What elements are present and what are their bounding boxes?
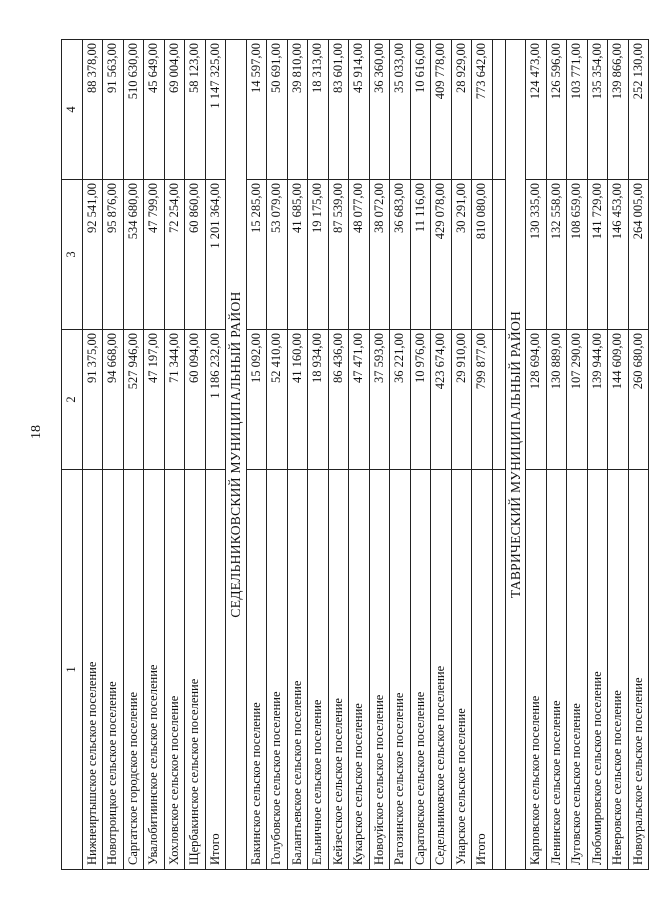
cell-settlement: Саргатское городское поселение <box>123 470 144 870</box>
cell-settlement: Любомировское сельское поселение <box>587 470 608 870</box>
section-row <box>505 40 526 870</box>
spacer-row <box>492 40 505 870</box>
cell-col-3: 19 175,00 <box>308 180 329 330</box>
cell-col-4: 124 473,00 <box>526 40 547 180</box>
page-number: 18 <box>29 425 44 439</box>
cell-total-label: Итого <box>472 470 493 870</box>
cell-col-4: 252 130,00 <box>628 40 649 180</box>
cell-total-label: Итого <box>205 470 226 870</box>
cell-col-3: 60 860,00 <box>185 180 206 330</box>
cell-col-2: 18 934,00 <box>308 330 329 470</box>
cell-col-2: 36 221,00 <box>390 330 411 470</box>
cell-col-4: 58 123,00 <box>185 40 206 180</box>
cell-col-4: 36 360,00 <box>369 40 390 180</box>
cell-settlement: Щербакинское сельское поселение <box>185 470 206 870</box>
cell-settlement: Нижнеиртышское сельское поселение <box>82 470 103 870</box>
cell-col-4: 83 601,00 <box>328 40 349 180</box>
cell-col-3: 11 116,00 <box>410 180 431 330</box>
cell-col-3: 429 078,00 <box>431 180 452 330</box>
table-row <box>103 40 124 870</box>
cell-col-2: 91 375,00 <box>82 330 103 470</box>
table-row <box>287 40 308 870</box>
cell-col-2: 527 946,00 <box>123 330 144 470</box>
cell-col-2: 86 436,00 <box>328 330 349 470</box>
table-row <box>587 40 608 870</box>
cell-settlement: Новоуйское сельское поселение <box>369 470 390 870</box>
cell-col-3: 264 005,00 <box>628 180 649 330</box>
table-row <box>628 40 649 870</box>
cell-col-4: 45 649,00 <box>144 40 165 180</box>
table-row <box>349 40 370 870</box>
cell-col-3: 38 072,00 <box>369 180 390 330</box>
cell-col-2: 260 680,00 <box>628 330 649 470</box>
table-row <box>267 40 288 870</box>
cell-col-3: 92 541,00 <box>82 180 103 330</box>
cell-settlement: Кейзесское сельское поселение <box>328 470 349 870</box>
total-row <box>472 40 493 870</box>
cell-col-4: 45 914,00 <box>349 40 370 180</box>
table-row <box>164 40 185 870</box>
cell-col-2: 37 593,00 <box>369 330 390 470</box>
table-row <box>246 40 267 870</box>
cell-settlement: Луговское сельское поселение <box>567 470 588 870</box>
cell-col-4: 14 597,00 <box>246 40 267 180</box>
cell-col-2: 94 668,00 <box>103 330 124 470</box>
cell-settlement: Новоуральское сельское поселение <box>628 470 649 870</box>
cell-settlement: Саратовское сельское поселение <box>410 470 431 870</box>
cell-col-4: 103 771,00 <box>567 40 588 180</box>
cell-total-col-3: 1 201 364,00 <box>205 180 226 330</box>
cell-settlement: Голубовское сельское поселение <box>267 470 288 870</box>
budget-table <box>61 39 649 870</box>
cell-col-3: 41 685,00 <box>287 180 308 330</box>
cell-col-3: 53 079,00 <box>267 180 288 330</box>
cell-col-4: 18 313,00 <box>308 40 329 180</box>
spacer-section <box>492 40 505 870</box>
spacer-cell <box>492 180 505 330</box>
table-row <box>369 40 390 870</box>
cell-total-col-4: 773 642,00 <box>472 40 493 180</box>
cell-col-2: 107 290,00 <box>567 330 588 470</box>
spacer-cell <box>492 40 505 180</box>
spacer-cell <box>492 470 505 870</box>
cell-settlement: Унарское сельское поселение <box>451 470 472 870</box>
cell-col-4: 88 378,00 <box>82 40 103 180</box>
cell-col-2: 71 344,00 <box>164 330 185 470</box>
cell-settlement: Кукарское сельское поселение <box>349 470 370 870</box>
cell-col-3: 15 285,00 <box>246 180 267 330</box>
cell-col-3: 36 683,00 <box>390 180 411 330</box>
table-row <box>390 40 411 870</box>
cell-total-col-3: 810 080,00 <box>472 180 493 330</box>
section-tavrichesky <box>505 40 526 870</box>
cell-col-2: 128 694,00 <box>526 330 547 470</box>
table-row <box>144 40 165 870</box>
table-row <box>608 40 629 870</box>
cell-col-4: 139 866,00 <box>608 40 629 180</box>
cell-col-3: 47 799,00 <box>144 180 165 330</box>
cell-col-3: 72 254,00 <box>164 180 185 330</box>
cell-total-col-2: 799 877,00 <box>472 330 493 470</box>
cell-col-2: 10 976,00 <box>410 330 431 470</box>
cell-col-2: 144 609,00 <box>608 330 629 470</box>
table-row <box>546 40 567 870</box>
group-sedelnikovsky <box>246 40 492 870</box>
cell-col-2: 60 094,00 <box>185 330 206 470</box>
cell-col-4: 50 691,00 <box>267 40 288 180</box>
cell-settlement: Бакинское сельское поселение <box>246 470 267 870</box>
cell-col-2: 29 910,00 <box>451 330 472 470</box>
cell-settlement: Ленинское сельское поселение <box>546 470 567 870</box>
table-row <box>185 40 206 870</box>
cell-col-2: 130 889,00 <box>546 330 567 470</box>
header-col-1: 1 <box>62 470 83 870</box>
cell-col-4: 28 929,00 <box>451 40 472 180</box>
cell-col-4: 69 004,00 <box>164 40 185 180</box>
cell-settlement: Хохловское сельское поселение <box>164 470 185 870</box>
cell-col-3: 534 680,00 <box>123 180 144 330</box>
cell-col-3: 87 539,00 <box>328 180 349 330</box>
cell-settlement: Балантьевское сельское поселение <box>287 470 308 870</box>
group-sargatsky <box>82 40 226 870</box>
cell-col-2: 139 944,00 <box>587 330 608 470</box>
cell-col-4: 126 596,00 <box>546 40 567 180</box>
cell-col-4: 39 810,00 <box>287 40 308 180</box>
cell-settlement: Рагозинское сельское поселение <box>390 470 411 870</box>
cell-col-3: 141 729,00 <box>587 180 608 330</box>
cell-settlement: Неверовское сельское поселение <box>608 470 629 870</box>
cell-total-col-4: 1 147 325,00 <box>205 40 226 180</box>
table-row <box>567 40 588 870</box>
cell-col-4: 409 778,00 <box>431 40 452 180</box>
cell-col-2: 41 160,00 <box>287 330 308 470</box>
table-row <box>308 40 329 870</box>
group-tavrichesky <box>526 40 649 870</box>
cell-settlement: Седельниковское сельское поселение <box>431 470 452 870</box>
spacer-cell <box>492 330 505 470</box>
cell-col-3: 95 876,00 <box>103 180 124 330</box>
table-row <box>410 40 431 870</box>
cell-col-3: 132 558,00 <box>546 180 567 330</box>
cell-settlement: Карповское сельское поселение <box>526 470 547 870</box>
cell-col-4: 91 563,00 <box>103 40 124 180</box>
cell-col-4: 135 354,00 <box>587 40 608 180</box>
table-row <box>123 40 144 870</box>
table-row <box>451 40 472 870</box>
table-row <box>82 40 103 870</box>
table-row <box>526 40 547 870</box>
cell-col-2: 52 410,00 <box>267 330 288 470</box>
section-sedelnikovsky <box>226 40 247 870</box>
cell-col-2: 15 092,00 <box>246 330 267 470</box>
cell-total-col-2: 1 186 232,00 <box>205 330 226 470</box>
cell-settlement: Ельничное сельское поселение <box>308 470 329 870</box>
cell-col-2: 423 674,00 <box>431 330 452 470</box>
table-row <box>328 40 349 870</box>
cell-col-4: 35 033,00 <box>390 40 411 180</box>
section-title: СЕДЕЛЬНИКОВСКИЙ МУНИЦИПАЛЬНЫЙ РАЙОН <box>226 40 247 870</box>
header-col-2: 2 <box>62 330 83 470</box>
header-row <box>62 40 83 870</box>
cell-col-2: 47 197,00 <box>144 330 165 470</box>
header-col-3: 3 <box>62 180 83 330</box>
cell-col-3: 48 077,00 <box>349 180 370 330</box>
document-sheet <box>61 40 645 870</box>
cell-settlement: Увалобитиинское сельское поселение <box>144 470 165 870</box>
section-row <box>226 40 247 870</box>
section-title: ТАВРИЧЕСКИЙ МУНИЦИПАЛЬНЫЙ РАЙОН <box>505 40 526 870</box>
total-row <box>205 40 226 870</box>
table-row <box>431 40 452 870</box>
cell-col-4: 510 630,00 <box>123 40 144 180</box>
cell-col-3: 130 335,00 <box>526 180 547 330</box>
cell-col-3: 108 659,00 <box>567 180 588 330</box>
cell-col-3: 30 291,00 <box>451 180 472 330</box>
cell-col-3: 146 453,00 <box>608 180 629 330</box>
cell-settlement: Новотроицкое сельское поселение <box>103 470 124 870</box>
cell-col-2: 47 471,00 <box>349 330 370 470</box>
header-col-4: 4 <box>62 40 83 180</box>
cell-col-4: 10 616,00 <box>410 40 431 180</box>
